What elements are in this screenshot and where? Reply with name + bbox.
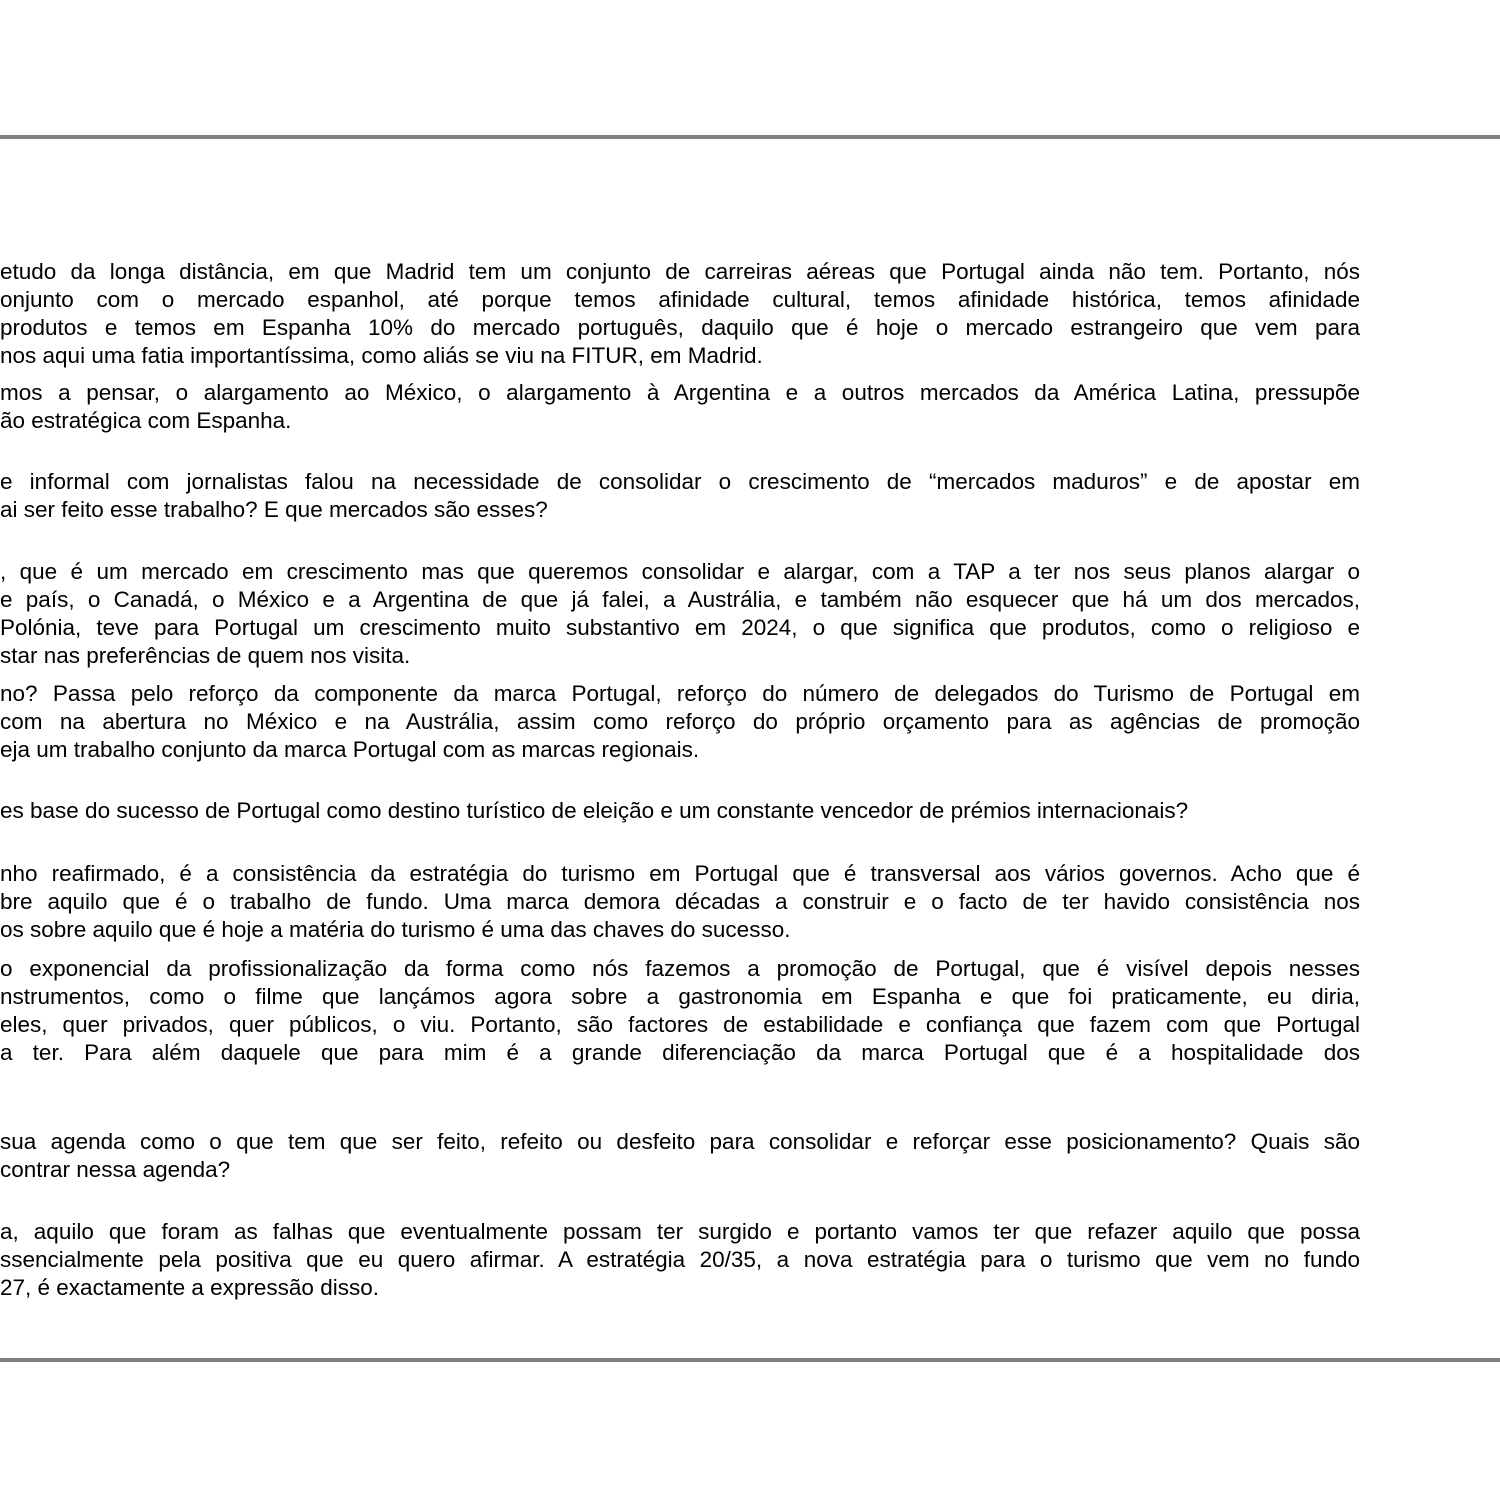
text-line: no? Passa pelo reforço da componente da marca Portugal, reforço do número de delegados do Turismo de Portugal em xyxy=(0,681,1360,706)
text-line: 27, é exactamente a expressão disso. xyxy=(0,1275,379,1300)
text-line: mos a pensar, o alargamento ao México, o alargamento à Argentina e a outros mercados da América Latina, pressupõe xyxy=(0,380,1360,405)
paragraph-4 xyxy=(0,680,1360,764)
text-line: Polónia, teve para Portugal um crescimento muito substantivo em 2024, o que significa que produtos, como o religioso e xyxy=(0,615,1360,640)
text-line: etudo da longa distância, em que Madrid tem um conjunto de carreiras aéreas que Portugal ainda não tem. Portanto, nós xyxy=(0,259,1360,284)
paragraph-5 xyxy=(0,860,1360,944)
text-line: ão estratégica com Espanha. xyxy=(0,408,292,433)
text-line: ssencialmente pela positiva que eu quero afirmar. A estratégia 20/35, a nova estratégia para o turismo que vem no fundo xyxy=(0,1247,1360,1272)
question-3 xyxy=(0,1128,1360,1184)
text-line: , que é um mercado em crescimento mas que queremos consolidar e alargar, com a TAP a ter nos seus planos alargar o xyxy=(0,559,1360,584)
text-line: os sobre aquilo que é hoje a matéria do turismo é uma das chaves do sucesso. xyxy=(0,917,791,942)
text-line: contrar nessa agenda? xyxy=(0,1157,231,1182)
top-horizontal-rule xyxy=(0,135,1500,139)
text-line: bre aquilo que é o trabalho de fundo. Uma marca demora décadas a construir e o facto de ter havido consistência nos xyxy=(0,889,1360,914)
text-line: e informal com jornalistas falou na necessidade de consolidar o crescimento de “mercados maduros” e de apostar em xyxy=(0,469,1360,494)
text-line: sua agenda como o que tem que ser feito, refeito ou desfeito para consolidar e reforçar esse posicionamento? Quais são xyxy=(0,1129,1360,1154)
question-1 xyxy=(0,468,1360,524)
text-line: ai ser feito esse trabalho? E que mercados são esses? xyxy=(0,497,548,522)
text-line: eja um trabalho conjunto da marca Portugal com as marcas regionais. xyxy=(0,737,700,762)
text-line: nstrumentos, como o filme que lançámos agora sobre a gastronomia em Espanha e que foi praticamente, eu diria, xyxy=(0,984,1360,1009)
text-line: star nas preferências de quem nos visita. xyxy=(0,643,411,668)
text-line: produtos e temos em Espanha 10% do mercado português, daquilo que é hoje o mercado estrangeiro que vem para xyxy=(0,315,1360,340)
text-line: a, aquilo que foram as falhas que eventualmente possam ter surgido e portanto vamos ter que refazer aquilo que possa xyxy=(0,1219,1360,1244)
text-line: o exponencial da profissionalização da forma como nós fazemos a promoção de Portugal, que é visível depois nesses xyxy=(0,956,1360,981)
text-line: onjunto com o mercado espanhol, até porque temos afinidade cultural, temos afinidade histórica, temos afinidade xyxy=(0,287,1360,312)
text-line: nho reafirmado, é a consistência da estratégia do turismo em Portugal que é transversal aos vários governos. Acho que é xyxy=(0,861,1360,886)
text-line: com na abertura no México e na Austrália, assim como reforço do próprio orçamento para as agências de promoção xyxy=(0,709,1360,734)
text-line: e país, o Canadá, o México e a Argentina de que já falei, a Austrália, e também não esquecer que há um dos mercados, xyxy=(0,587,1360,612)
text-line: a ter. Para além daquele que para mim é a grande diferenciação da marca Portugal que é a hospitalidade dos xyxy=(0,1040,1360,1065)
paragraph-1 xyxy=(0,258,1360,370)
paragraph-6 xyxy=(0,955,1360,1067)
paragraph-2 xyxy=(0,379,1360,435)
text-line: eles, quer privados, quer públicos, o viu. Portanto, são factores de estabilidade e confiança que fazem com que Portugal xyxy=(0,1012,1360,1037)
paragraph-7 xyxy=(0,1218,1360,1302)
text-line: es base do sucesso de Portugal como destino turístico de eleição e um constante vencedor de prémios internacionais? xyxy=(0,798,1189,823)
text-line: nos aqui uma fatia importantíssima, como aliás se viu na FITUR, em Madrid. xyxy=(0,343,763,368)
question-2 xyxy=(0,797,1360,825)
paragraph-3 xyxy=(0,558,1360,670)
bottom-horizontal-rule xyxy=(0,1358,1500,1362)
